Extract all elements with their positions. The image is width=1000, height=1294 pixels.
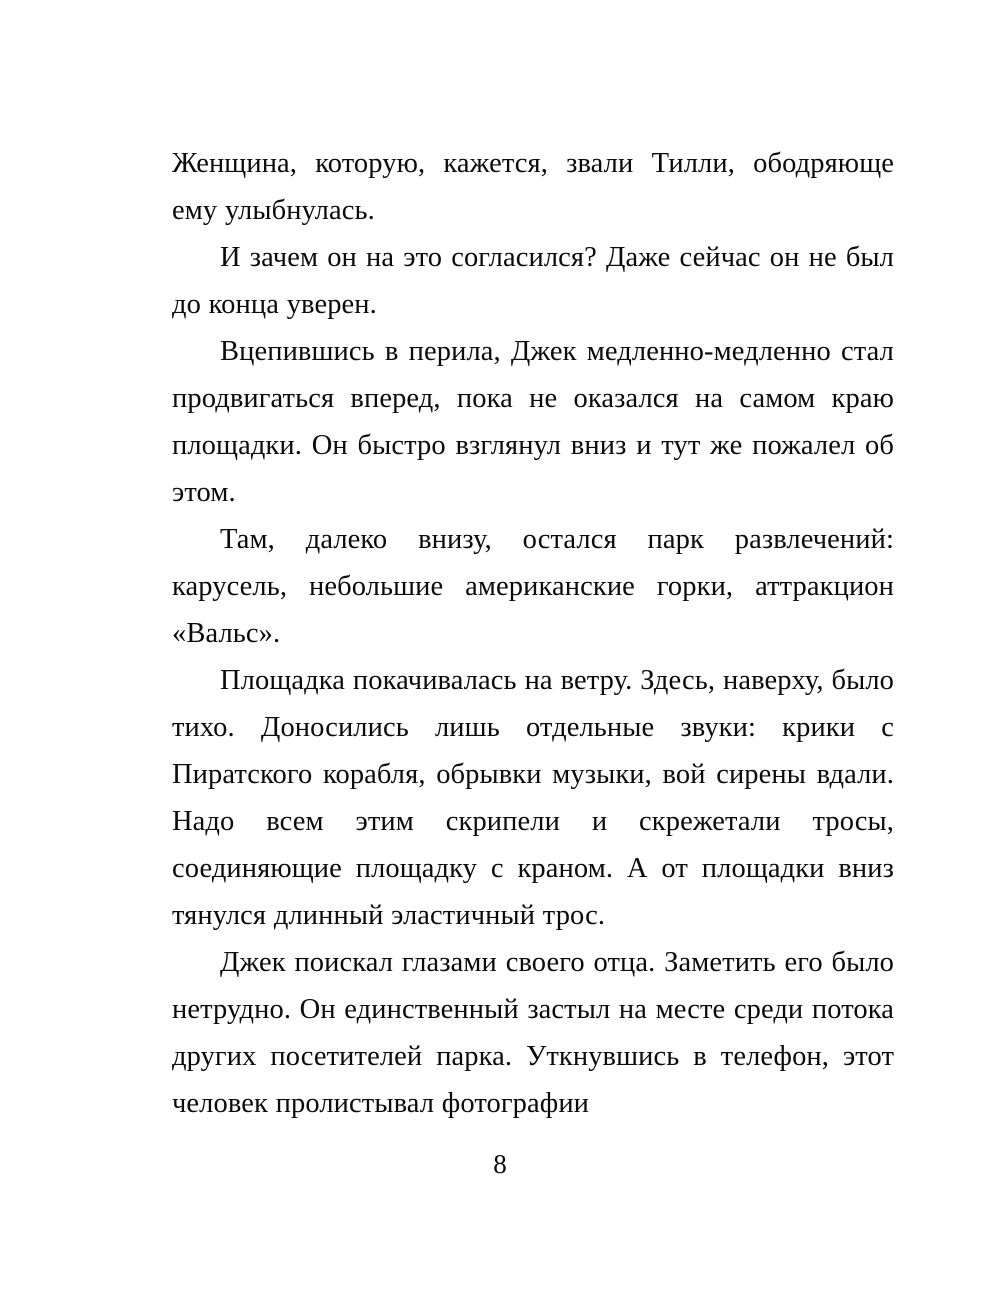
- paragraph: Площадка покачивалась на ветру. Здесь, наверху, было тихо. Доносились лишь отдельные звуки: крики с Пиратского корабля, обрывки музыки, вой сирены вдали. Надо всем этим скрипели и скрежетали тросы, соединяющие площадку с краном. А от площадки вниз тянулся длинный эластичный трос.: [172, 665, 894, 931]
- paragraph: Джек поискал глазами своего отца. Заметить его было нетрудно. Он единственный застыл на месте среди потока других посетителей парка. Уткнувшись в телефон, этот человек пролистывал фотографии: [172, 947, 894, 1119]
- page-text-block: [172, 140, 894, 1127]
- paragraph: Женщина, которую, кажется, звали Тилли, ободряюще ему улыбнулась.: [172, 148, 894, 226]
- paragraph: Вцепившись в перила, Джек медленно-медленно стал продвигаться вперед, пока не оказался на самом краю площадки. Он быстро взглянул вниз и тут же пожалел об этом.: [172, 336, 894, 508]
- paragraph: Там, далеко внизу, остался парк развлечений: карусель, небольшие американские горки, аттракцион «Вальс».: [172, 524, 894, 649]
- paragraph: И зачем он на это согласился? Даже сейчас он не был до конца уверен.: [172, 242, 894, 320]
- page-number: 8: [493, 1149, 507, 1179]
